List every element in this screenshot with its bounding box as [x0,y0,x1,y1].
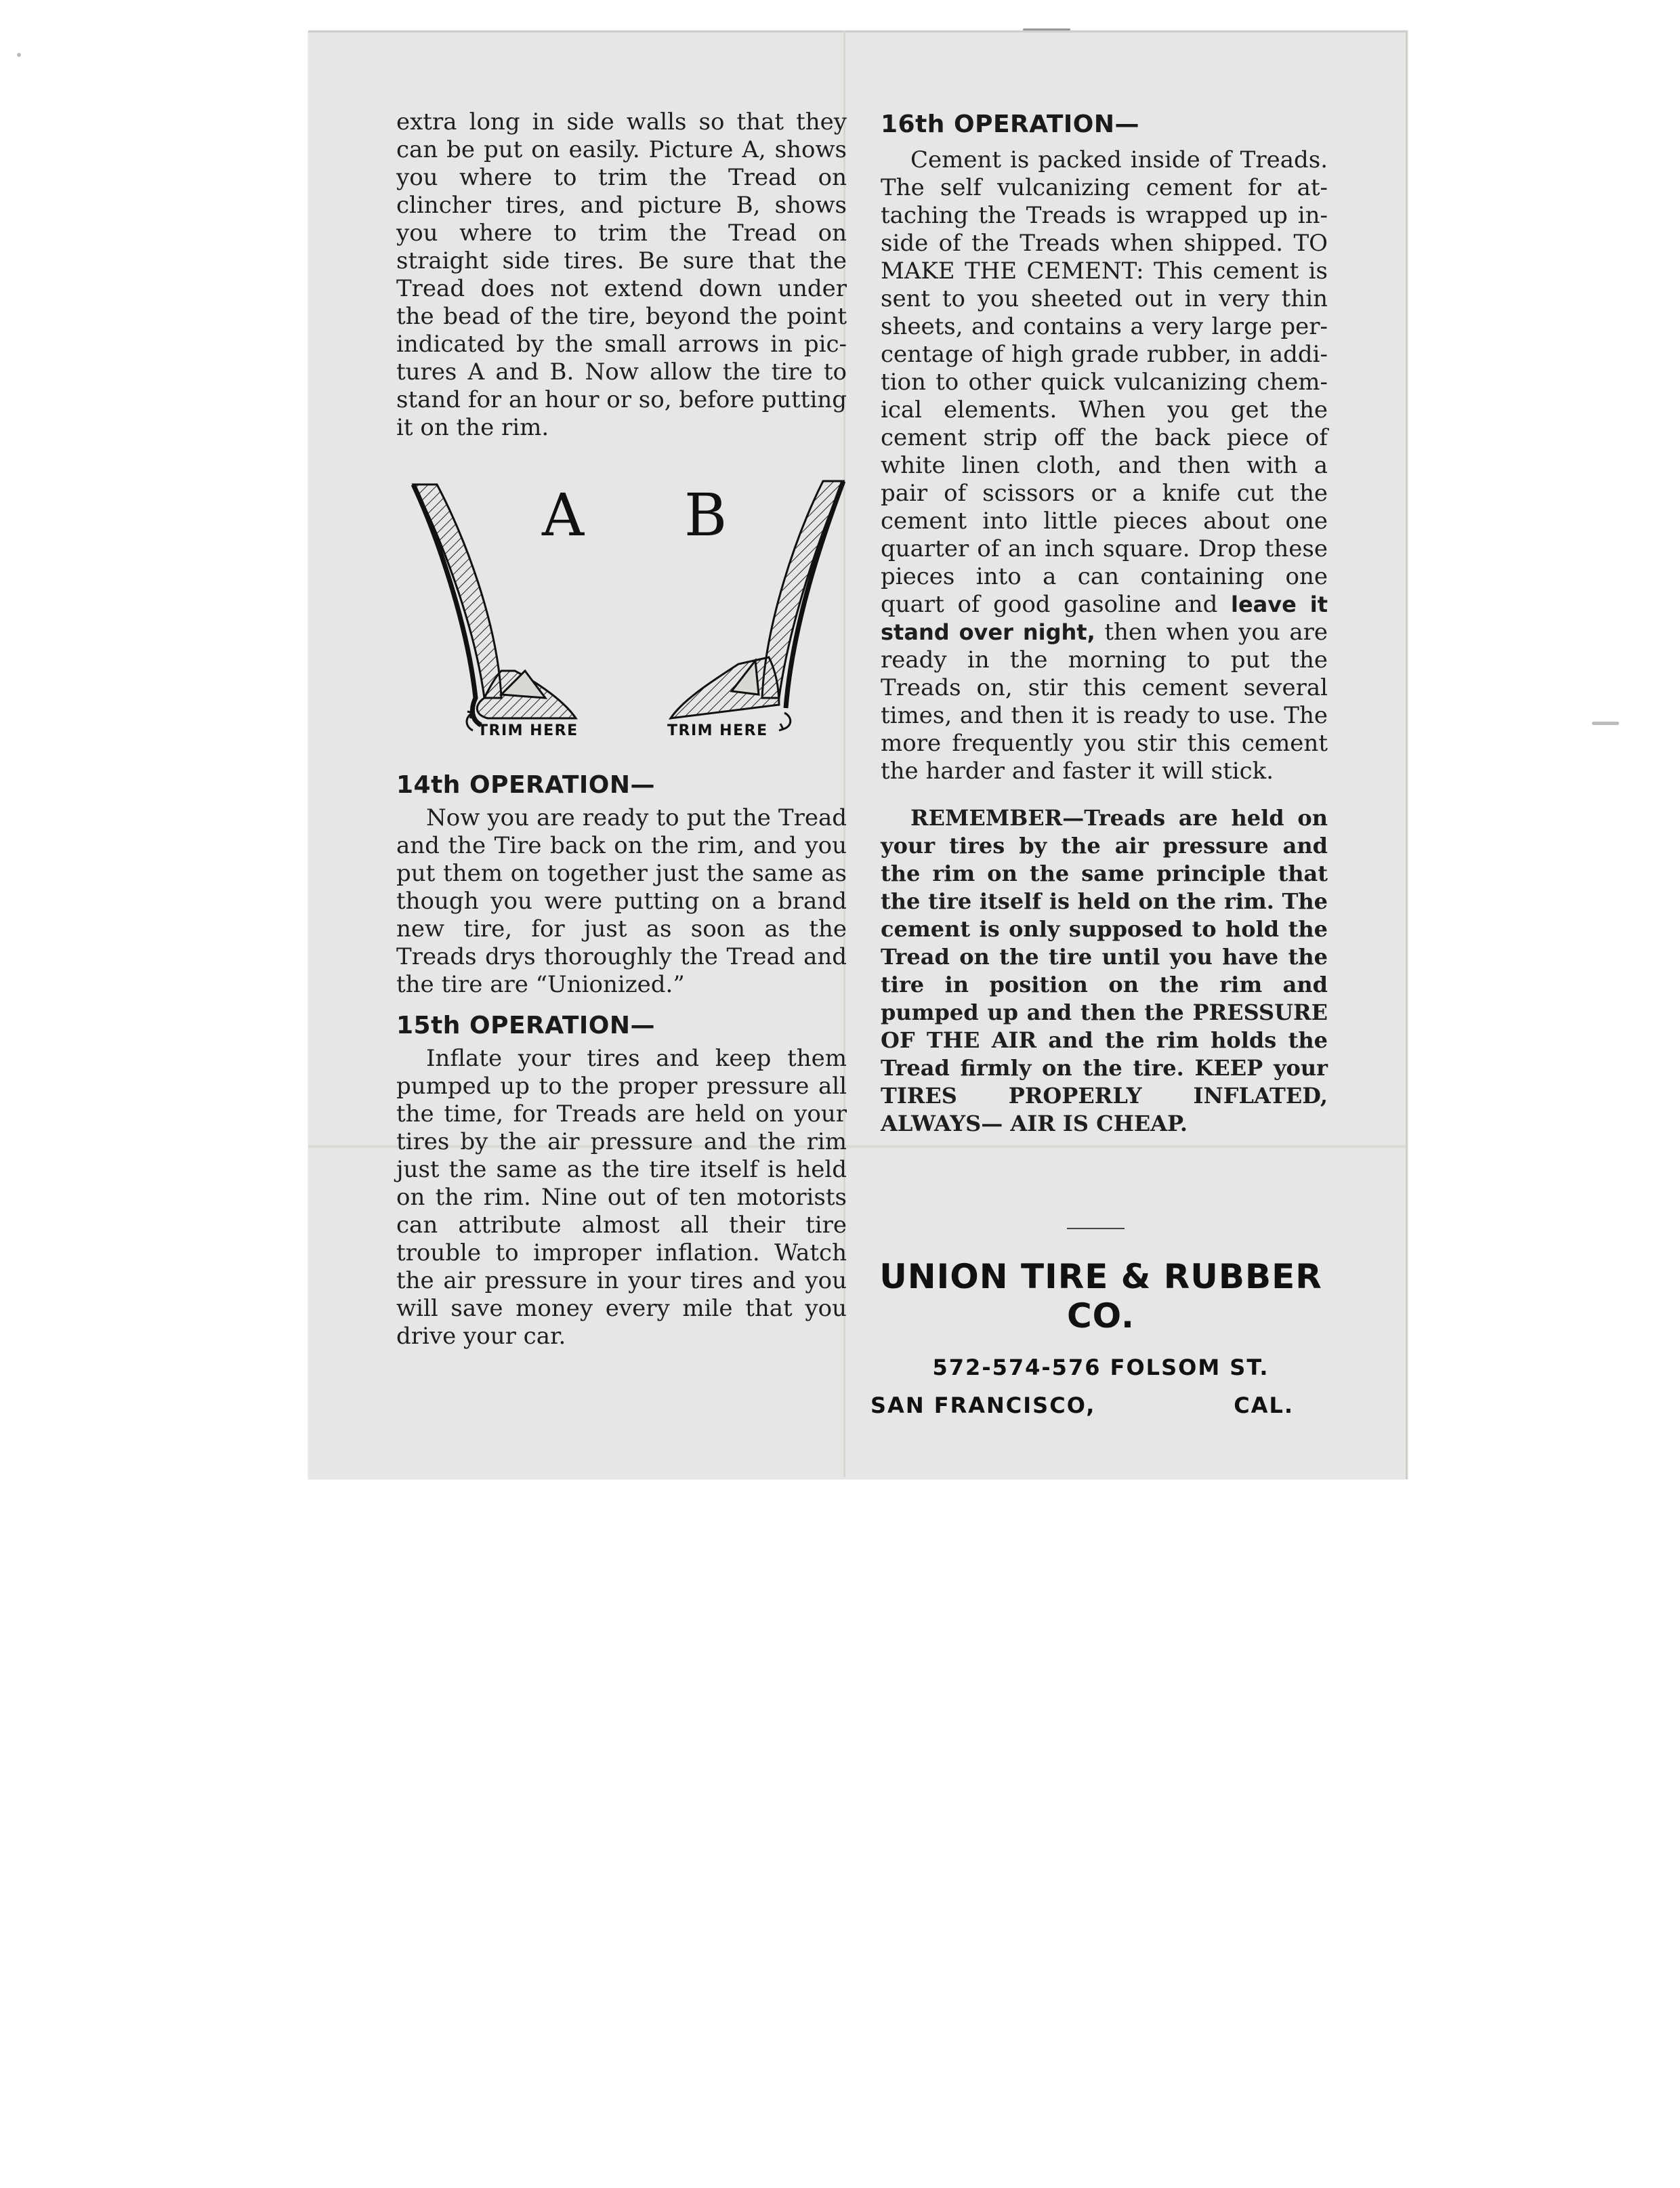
divider-rule [1067,1228,1125,1229]
company-address: 572-574-576 FOLSOM ST. [932,1355,1269,1380]
op15-heading: 15th OPERATION— [396,1012,656,1039]
company-name: UNION TIRE & RUBBER CO. [879,1257,1322,1336]
label-b: B [684,482,728,550]
company-state: CAL. [1234,1392,1294,1418]
remember-text: Treads are held on your tires by the air pressure and the rim on the same principle that the tire itself is held on the rim. The cement is only supposed to hold the Tread on the tire until you have the tire in position on the rim and pumped up and then the PRESSURE OF THE AIR and the rim holds the Tread firmly on the tire. KEEP your TIRES PROPERLY INFLATED, ALWAYS— AIR IS CHEAP. [881,805,1328,1136]
company-block [870,1257,1331,1418]
scan-speck [1023,28,1070,30]
left-column-intro [396,108,847,442]
trim-arrow-right-icon [779,713,791,730]
trim-arrow-left-icon [467,711,473,730]
op16-body-bold: leave it stand over night, [881,592,1328,645]
op16-heading: 16th OPERATION— [881,110,1140,138]
op14-heading: 14th OPERATION— [396,771,656,799]
right-column [881,108,1328,1138]
trim-here-right: TRIM HERE [667,722,768,739]
op15-body: Inflate your tires and keep them pumped up to the proper pressure all the time, for Treads are held on your tires by the air pressure and the rim just the same as the tire itself is held on the rim. Nine out of ten motorists can attribute almost all their tire trouble to improper inflation. Watch the air pressure in your tires and you will save money every mile that you drive your car. [396,1045,847,1350]
left-column-operations [396,769,847,1350]
trim-diagram [400,474,860,745]
op16-body [881,146,1328,785]
trim-here-left: TRIM HERE [478,722,579,739]
op16-body-part2: then when you are ready in the morning to put the Treads on, stir this cement several times, and then it is ready to use. The more frequently you stir this cement the harder and faster it will stick. [881,619,1328,785]
scan-speck [17,53,21,57]
remember-lead: REMEMBER— [910,805,1085,831]
op16-body-part1: Cement is packed inside of Treads. The self vulcanizing cement for at-taching the Treads is wrapped up in-side of the Treads when shipped. TO MAKE THE CEMENT: This cement is sent to you sheeted out in very thin sheets, and contains a very large per-centage of high grade rubber, in addi-tion to other quick vulcanizing chem-ical elements. When you get the cement strip off the back piece of white linen cloth, and then with a pair of scissors or a knife cut the cement into little pieces about one quarter of an inch square. Drop these pieces into a can containing one quart of good gasoline and [881,146,1328,618]
scan-speck [1592,722,1619,725]
company-city-line [870,1392,1331,1418]
remember-paragraph [881,804,1328,1138]
op14-body: Now you are ready to put the Tread and the Tire back on the rim, and you put them on together just the same as though you were putting on a brand new tire, for just as soon as the Treads drys thoroughly the Tread and the tire are “Unionized.” [396,804,847,998]
label-a: A [542,482,585,550]
company-city: SAN FRANCISCO, [870,1392,1096,1418]
intro-paragraph: extra long in side walls so that they can be put on easily. Picture A, shows you where to trim the Tread on clincher tires, and picture B, shows you where to trim the Tread on straight side tires. Be sure that the Tread does not extend down under the bead of the tire, beyond the point indicated by the small arrows in pic-tures A and B. Now allow the tire to stand for an hour or so, before putting it on the rim. [396,108,847,441]
